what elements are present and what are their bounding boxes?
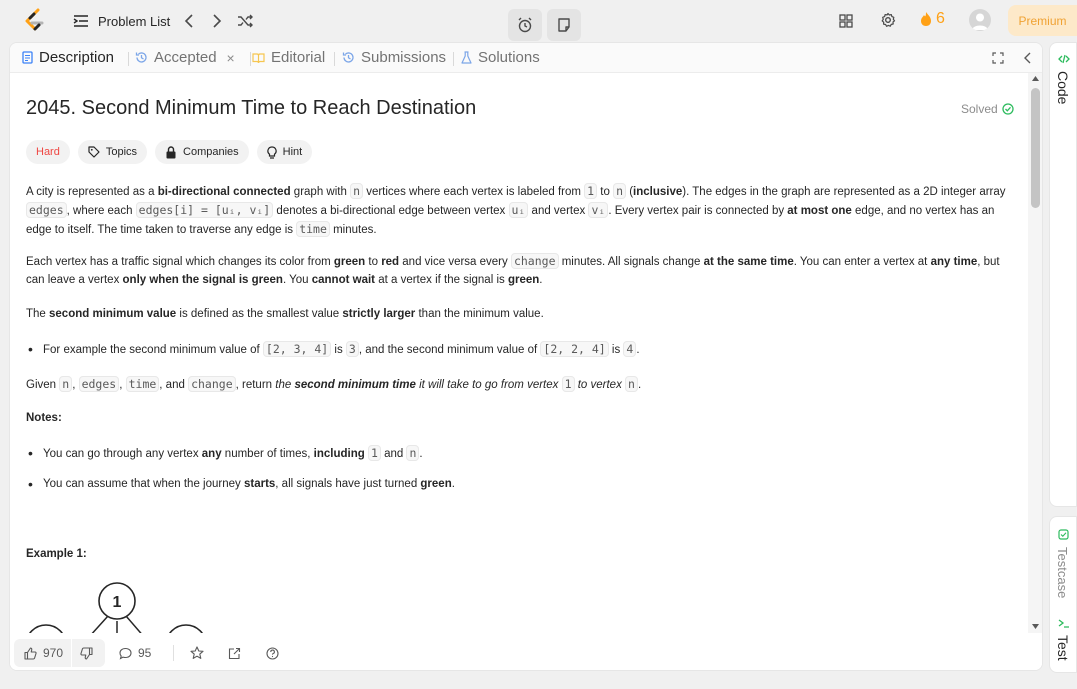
tab-label: Accepted <box>154 49 217 66</box>
example-heading <box>26 545 1011 563</box>
bold-text: starts <box>243 478 276 490</box>
text: , all signals have just turned <box>275 478 421 490</box>
bold-text: any <box>201 448 222 460</box>
code-panel-label: Code <box>1055 71 1071 105</box>
code-text: 3 <box>346 341 359 357</box>
text: , <box>119 379 126 391</box>
gear-icon <box>880 12 896 28</box>
text: than the minimum value. <box>415 308 544 320</box>
checkbox-icon <box>1058 529 1069 540</box>
italic-text: it will take to go from vertex <box>415 379 562 391</box>
text: . <box>636 344 640 356</box>
like-count: 970 <box>43 646 64 660</box>
text: is <box>608 344 624 356</box>
solved-status <box>961 102 1014 116</box>
bold-italic-text: second minimum time <box>294 379 416 391</box>
bold-text: inclusive <box>633 186 683 198</box>
toolbar-divider <box>173 645 174 661</box>
list-item-text <box>43 344 640 356</box>
bold-text: including <box>313 448 365 460</box>
bold-text: strictly larger <box>342 308 416 320</box>
code-text: change <box>188 376 236 392</box>
topics-tag[interactable] <box>78 140 147 164</box>
text: and vice versa every <box>399 256 511 268</box>
collapse-panel-button[interactable] <box>1020 50 1036 66</box>
favorite-button[interactable] <box>190 639 204 667</box>
text: denotes a bi-directional edge between vertex <box>273 205 509 217</box>
code-text: [2, 2, 4] <box>540 341 608 357</box>
graph-edge <box>61 616 108 633</box>
testcase-panel-label: Testcase <box>1055 547 1070 599</box>
timer-button[interactable] <box>508 9 542 41</box>
bold-text: any time <box>930 256 978 268</box>
chevron-right-icon <box>212 14 222 28</box>
text: minutes. All signals change <box>558 256 704 268</box>
text: ( <box>626 186 634 198</box>
notes-heading <box>26 409 1011 427</box>
note-icon <box>557 18 571 32</box>
tab-divider <box>334 52 335 66</box>
expand-icon <box>992 52 1004 64</box>
bold-text: cannot wait <box>311 274 375 286</box>
list-item-text <box>43 478 455 490</box>
graph-node <box>26 625 66 633</box>
text: , <box>72 379 79 391</box>
settings-button[interactable] <box>879 11 897 29</box>
text: Given <box>26 379 60 391</box>
list-item <box>26 340 640 359</box>
code-icon <box>1058 53 1070 65</box>
text: For example the second minimum value of <box>43 344 263 356</box>
code-text: vᵢ <box>588 202 608 218</box>
problem-list-label: Problem List <box>98 13 171 29</box>
code-text: n <box>59 376 72 392</box>
graph-node-label: 1 <box>112 594 122 611</box>
bold-text: red <box>381 256 400 268</box>
list-icon <box>73 14 89 28</box>
grid-icon <box>839 14 853 28</box>
text: You can go through any vertex <box>43 448 202 460</box>
example-graph-image <box>26 573 216 633</box>
problem-title: 2045. Second Minimum Time to Reach Destination <box>26 97 477 119</box>
problem-tags <box>26 140 312 164</box>
random-problem-button[interactable] <box>236 12 254 30</box>
tab-label: Submissions <box>361 49 447 66</box>
text: number of times, <box>221 448 314 460</box>
text: . <box>451 478 455 490</box>
text: Each vertex has a traffic signal which changes its color from <box>26 256 334 268</box>
tab-label: Editorial <box>271 49 326 66</box>
like-button[interactable] <box>14 646 63 660</box>
text: vertices where each vertex is labeled from <box>363 186 585 198</box>
scrollbar[interactable] <box>1028 73 1042 633</box>
italic-text: the <box>275 379 295 391</box>
text: . You can enter a vertex at <box>793 256 931 268</box>
text: to <box>365 256 382 268</box>
scrollbar-thumb[interactable] <box>1031 88 1040 208</box>
code-text: 1 <box>584 183 597 199</box>
code-text: n <box>613 183 626 199</box>
close-tab-icon[interactable]: × <box>226 49 235 66</box>
alarm-clock-icon <box>517 17 533 33</box>
text: graph with <box>290 186 351 198</box>
notes-button[interactable] <box>547 9 581 41</box>
code-text: n <box>625 376 638 392</box>
history-icon <box>342 51 355 64</box>
avatar[interactable] <box>969 9 991 31</box>
dislike-button[interactable] <box>72 647 93 660</box>
bold-text: at the same time <box>703 256 794 268</box>
code-text: change <box>511 253 559 269</box>
bold-text: Example 1: <box>26 548 87 560</box>
text: and <box>380 448 407 460</box>
tab-label: Description <box>39 49 115 66</box>
solved-label: Solved <box>961 102 998 116</box>
bold-text: only when the signal is green <box>122 274 283 286</box>
description-icon <box>22 51 33 64</box>
testcase-panel-collapsed[interactable] <box>1049 516 1077 673</box>
text: . <box>539 274 543 286</box>
streak-counter[interactable] <box>920 10 945 28</box>
tab-divider <box>453 52 454 66</box>
text: minutes. <box>329 224 377 236</box>
tab-label: Solutions <box>478 49 540 66</box>
tab-divider <box>250 52 251 66</box>
code-text: edges[i] = [uᵢ, vᵢ] <box>136 202 274 218</box>
leetcode-logo-icon[interactable] <box>22 8 46 34</box>
text: to <box>597 186 614 198</box>
text: edge, and no vertex has an edge to itself. The time taken to traverse any edge is <box>26 205 995 236</box>
code-text: time <box>296 221 330 237</box>
code-text: [2, 3, 4] <box>263 341 331 357</box>
tab-solutions[interactable] <box>461 49 540 66</box>
premium-button[interactable]: Premium <box>1008 5 1077 36</box>
hint-label: Hint <box>282 146 303 158</box>
description-paragraph-3 <box>26 305 1011 323</box>
panel-tabs <box>10 43 1042 73</box>
code-text: 1 <box>368 445 381 461</box>
list-item <box>26 475 455 493</box>
next-problem-button[interactable] <box>209 12 225 30</box>
chevron-left-icon <box>1024 52 1032 64</box>
text: . <box>637 379 642 391</box>
comments-button[interactable] <box>119 639 151 667</box>
thumbs-down-icon <box>80 647 93 660</box>
tab-divider <box>128 52 129 66</box>
prev-problem-button[interactable] <box>181 12 197 30</box>
tag-icon <box>88 146 100 158</box>
description-paragraph-1 <box>26 182 1011 239</box>
terminal-icon <box>1058 617 1070 629</box>
fire-icon <box>920 11 932 27</box>
scroll-up-icon[interactable] <box>1032 76 1039 81</box>
user-icon <box>969 9 991 31</box>
graph-edge <box>126 616 171 633</box>
book-icon <box>252 52 265 64</box>
lightbulb-icon <box>267 146 277 159</box>
code-text: 4 <box>623 341 636 357</box>
star-icon <box>190 646 204 660</box>
text: is <box>331 344 346 356</box>
text: . <box>419 448 423 460</box>
hint-tag[interactable] <box>257 140 313 164</box>
text: . You <box>282 274 312 286</box>
thumbs-up-icon <box>24 647 37 660</box>
code-text: n <box>350 183 363 199</box>
description-panel <box>9 42 1043 671</box>
code-text: n <box>406 445 419 461</box>
list-item <box>26 444 423 463</box>
tab-accepted[interactable] <box>135 49 235 66</box>
lock-icon <box>165 146 177 159</box>
bold-text: green <box>333 256 366 268</box>
streak-count: 6 <box>936 10 945 27</box>
text: and vertex <box>528 205 589 217</box>
text: is defined as the smallest value <box>176 308 343 320</box>
text: , and <box>159 379 189 391</box>
maximize-button[interactable] <box>990 50 1006 66</box>
tab-submissions[interactable] <box>342 49 446 66</box>
chevron-left-icon <box>184 14 194 28</box>
help-button[interactable] <box>266 639 279 667</box>
text: , where each <box>66 205 136 217</box>
code-text: uᵢ <box>509 202 529 218</box>
scroll-down-icon[interactable] <box>1032 624 1039 629</box>
text: ). The edges in the graph are represented as a 2D integer array <box>682 186 1006 198</box>
bold-text: bi-directional connected <box>157 186 291 198</box>
description-paragraph-4 <box>26 375 1011 394</box>
problem-content <box>26 73 1016 633</box>
companies-label: Companies <box>183 146 239 158</box>
bold-text: second minimum value <box>49 308 177 320</box>
text: , and the second minimum value of <box>358 344 541 356</box>
tab-editorial[interactable] <box>252 49 325 66</box>
graph-node <box>166 625 206 633</box>
code-text: edges <box>79 376 120 392</box>
comment-icon <box>119 647 132 660</box>
bold-text: Notes: <box>26 412 62 424</box>
share-button[interactable] <box>228 639 241 667</box>
text: , return <box>235 379 276 391</box>
text: A city is represented as a <box>26 186 158 198</box>
test-result-label: Test <box>1055 635 1071 661</box>
code-text: edges <box>26 202 67 218</box>
difficulty-badge <box>26 140 70 164</box>
italic-text: to vertex <box>574 379 626 391</box>
difficulty-label: Hard <box>36 146 60 158</box>
text: The <box>26 308 50 320</box>
layout-button[interactable] <box>837 12 855 30</box>
vote-group <box>14 639 105 667</box>
comment-count: 95 <box>138 646 152 660</box>
text: . Every vertex pair is connected by <box>608 205 788 217</box>
text: at a vertex if the signal is <box>375 274 508 286</box>
code-text: 1 <box>562 376 575 392</box>
external-link-icon <box>228 647 241 660</box>
companies-tag[interactable] <box>155 140 249 164</box>
description-paragraph-2 <box>26 252 1011 289</box>
top-nav <box>0 0 1077 41</box>
history-icon <box>135 51 148 64</box>
bottom-toolbar <box>10 635 1042 671</box>
tab-description[interactable] <box>22 49 114 66</box>
bold-text: at most one <box>787 205 852 217</box>
flask-icon <box>461 51 472 64</box>
bold-text: green <box>507 274 540 286</box>
text: , but can leave a vertex <box>26 256 1000 286</box>
text: You can assume that when the journey <box>43 478 244 490</box>
problem-list-nav[interactable] <box>73 12 170 30</box>
check-circle-icon <box>1002 103 1014 115</box>
list-item-text <box>43 448 423 460</box>
code-panel-collapsed[interactable] <box>1049 42 1077 507</box>
question-circle-icon <box>266 647 279 660</box>
bold-text: green <box>420 478 452 490</box>
shuffle-icon <box>237 14 253 28</box>
topics-label: Topics <box>105 146 138 158</box>
code-text: time <box>126 376 160 392</box>
